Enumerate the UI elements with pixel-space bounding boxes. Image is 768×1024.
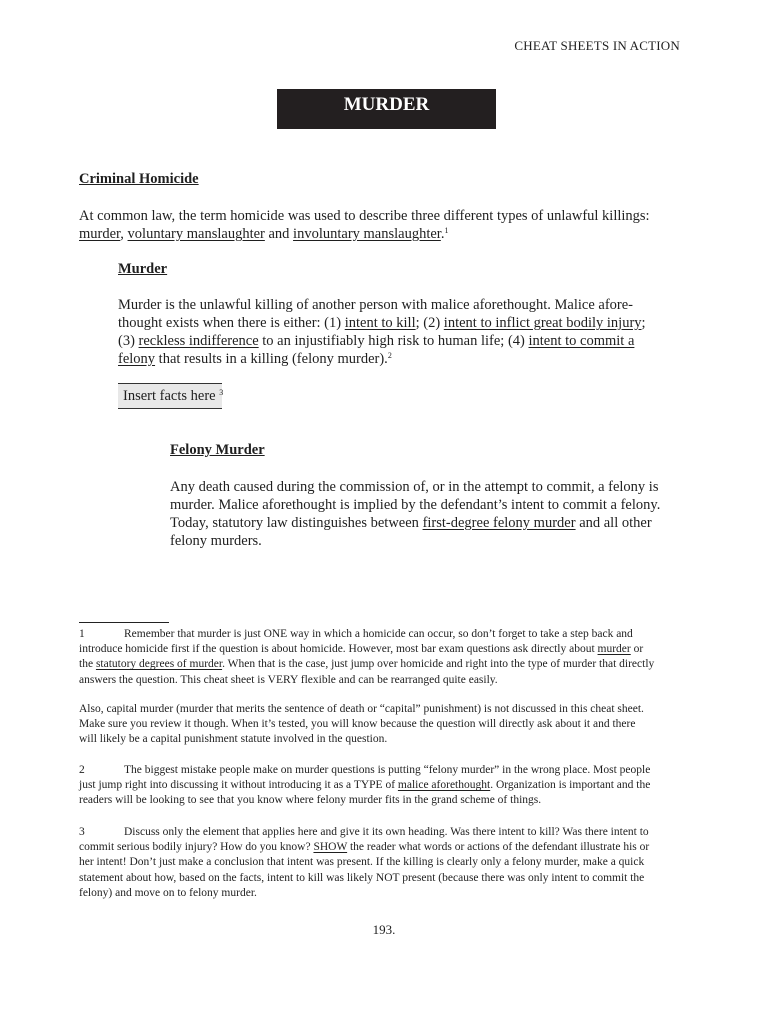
section-heading-criminal-homicide: Criminal Homicide — [79, 171, 199, 187]
intro-line-2: murder, voluntary manslaughter and involuntary manslaughter.$^1$ — [79, 226, 449, 242]
term-intent-to-commit-felony-a: intent to commit a — [528, 333, 635, 349]
intro-paragraph — [79, 207, 719, 243]
running-header: CHEAT SHEETS IN ACTION — [514, 38, 680, 53]
term-involuntary-manslaughter: involuntary manslaughter — [293, 226, 441, 242]
term-first-degree-felony-murder: first-degree felony murder — [422, 515, 576, 531]
term-intent-to-commit-felony-b: felony — [118, 351, 156, 367]
murder-line-2: thought exists when there is either: (1) intent to kill; (2) intent to inflict great bodily injury; — [118, 315, 646, 331]
footnote-1-continued: Also, capital murder (murder that merits the sentence of death or “capital” punishment) is not discussed in this cheat sheet. Make sure you review it though. When it’s tested, you will know because the question will directly ask about it and there will likely be a capital punishment statute involved in the question. — [79, 703, 644, 746]
footnote-1: 1 Remember that murder is just ONE way in which a homicide can occur, so don’t forget to take a step back and introduce homicide first if the question is about homicide. However, most bar exam questions ask directly about murder or the statutory degrees of murder. When that is the case, just jump over homicide and right into the type of murder that directly answers the question. This cheat sheet is VERY flexible and can be rearranged quite easily. — [79, 628, 655, 686]
term-statutory-degrees: statutory degrees of murder — [95, 658, 223, 671]
felony-line-4: felony murders. — [170, 533, 262, 549]
felony-line-3: Today, statutory law distinguishes between first-degree felony murder and all other — [170, 515, 652, 531]
insert-facts-box — [118, 383, 222, 409]
felony-line-2: murder. Malice aforethought is implied by the defendant’s intent to commit a felony. — [170, 497, 661, 513]
intro-line-1: At common law, the term homicide was used to describe three different types of unlawful killings: — [79, 208, 650, 224]
term-voluntary-manslaughter: voluntary manslaughter — [127, 226, 265, 242]
insert-facts-label: Insert facts here — [123, 388, 216, 404]
term-murder: murder — [79, 226, 121, 242]
footnote-ref-2: 2 — [387, 351, 392, 360]
footnote-2: 2 The biggest mistake people make on murder questions is putting “felony murder” in the wrong place. Most people just jump right into discussing it without introducing it as a TYPE of malice aforethought. Organization is important and the readers will be looking to see that you know where felony murder fits in the grand scheme of things. — [79, 764, 651, 807]
footnote-number: 2 — [79, 764, 85, 776]
footnote-ref-1: 1 — [444, 226, 449, 235]
footnote-number: 1 — [79, 628, 85, 640]
footnote-divider — [79, 622, 169, 623]
term-intent-to-inflict-injury: intent to inflict great bodily injury — [443, 315, 642, 331]
footnote-ref-3: 3 — [219, 388, 224, 397]
subsection-heading-murder: Murder — [118, 261, 168, 277]
term-murder-fn: murder — [597, 643, 631, 656]
felony-line-1: Any death caused during the commission of, or in the attempt to commit, a felony is — [170, 479, 659, 495]
felony-murder-paragraph — [170, 478, 730, 550]
page-number: 193. — [372, 922, 396, 937]
page-title: MURDER — [277, 89, 496, 129]
footnote-number: 3 — [79, 826, 85, 838]
subsection-heading-felony-murder: Felony Murder — [170, 442, 265, 458]
term-malice-aforethought: malice aforethought — [397, 779, 491, 792]
term-reckless-indifference: reckless indifference — [138, 333, 259, 349]
murder-line-3: (3) reckless indifference to an injustifiably high risk to human life; (4) intent to commit a — [118, 333, 635, 349]
murder-line-1: Murder is the unlawful killing of another person with malice aforethought. Malice afore- — [118, 297, 633, 313]
murder-line-4: felony that results in a killing (felony murder).$^2$ — [118, 351, 392, 367]
term-show: SHOW — [313, 841, 348, 854]
murder-paragraph — [118, 296, 718, 368]
term-intent-to-kill: intent to kill — [344, 315, 416, 331]
footnote-3: 3 Discuss only the element that applies here and give it its own heading. Was there intent to kill? Was there intent to commit serious bodily injury? How do you know? SHOW the reader what words or actions of the defendant illustrate his or her intent! Don’t just make a conclusion that intent was present. If the killing is clearly only a felony murder, make a quick statement about how, based on the facts, intent to kill was likely NOT present (because there was only intent to commit the felony) and move on to felony murder. — [79, 826, 650, 899]
